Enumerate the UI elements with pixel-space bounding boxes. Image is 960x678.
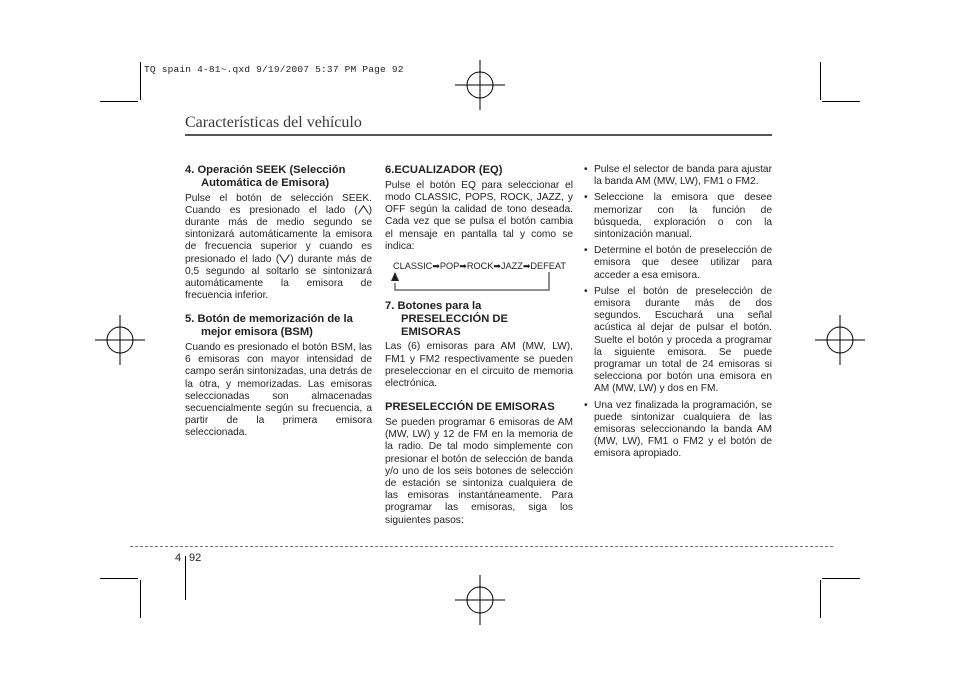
chevron-up-icon [358, 205, 369, 214]
list-item: • Una vez finalizada la programación, se puede sintonizar cualquiera de las emisoras seleccionando la banda AM (MW, LW), FM1 o FM2 y el botón de emisora apropiado. [584, 400, 772, 461]
registration-mark-bottom [455, 575, 505, 625]
eq-mode-rock: ROCK [466, 261, 494, 272]
registration-mark-left [95, 315, 145, 365]
section-number: 4 [175, 552, 182, 564]
list-item: • Seleccione la emisora que desee memorizar con la función de búsqueda, exploración o con la sintonización manual. [584, 192, 772, 241]
list-item: • Pulse el botón de preselección de emisora durante más de dos segundos. Escuchará una señal acústica al dejar de pulsar el botón. Suelte el botón y proceda a programar la siguiente emisora. Se puede programar un total de 24 emisoras si selecciona por botón una emisora en AM (MW, LW) y dos en FM. [584, 286, 772, 396]
column-2 [385, 164, 573, 527]
bsm-heading-line2: mejor emisora (BSM) [201, 326, 313, 339]
eq-mode-diagram [385, 260, 573, 292]
arrow-right-icon: ➡ [459, 261, 467, 272]
arrow-right-icon: ➡ [432, 261, 440, 272]
page-header-title: Características del vehículo [185, 114, 362, 131]
registration-mark-top [455, 60, 505, 110]
preset-buttons-heading [385, 300, 573, 338]
eq-mode-jazz: JAZZ [500, 261, 523, 272]
list-item: • Pulse el selector de banda para ajustar la banda AM (MW, LW), FM1 o FM2. [584, 164, 772, 188]
preselection-paragraph: Se pueden programar 6 emisoras de AM (MW, LW) y 12 de FM en la memoria de la radio. De tal modo simplemente con presionar el botón de selección de banda y/o uno de los seis botones de selección de estación se sintoniza cualquiera de las emisoras instantáneamente. Para programar las emisoras, siga los siguientes pasos: [385, 417, 573, 526]
eq-mode-defeat: DEFEAT [530, 261, 566, 272]
header-rule [185, 134, 772, 136]
seek-heading-line1: 4. Operación SEEK (Selección [185, 164, 346, 176]
eq-mode-sequence [393, 260, 566, 272]
seek-paragraph [185, 193, 372, 303]
arrow-right-icon: ➡ [522, 261, 531, 272]
seek-text-1: Pulse el botón de selección SEEK. Cuando es presionado el lado ( [185, 192, 372, 216]
registration-mark-right [815, 315, 865, 365]
arrow-right-icon: ➡ [493, 261, 501, 272]
list-item: • Determine el botón de preselección de emisora que desee utilizar para acceder a esa emisora. [584, 245, 772, 282]
eq-mode-pop: POP [439, 261, 460, 272]
page-number: 92 [189, 552, 202, 564]
preset-heading-line1: 7. Botones para la [385, 300, 482, 313]
column-1 [185, 164, 372, 440]
print-slug: TQ spain 4-81~.qxd 9/19/2007 5:37 PM Page 92 [144, 64, 404, 75]
preset-heading-line3: EMISORAS [401, 325, 461, 338]
eq-mode-classic: CLASSIC [393, 261, 433, 272]
preset-heading-line2: PRESELECCIÓN DE [401, 312, 508, 325]
seek-text-3: ) durante más de 0,5 segundo al soltarlo se sintonizará automáticamente la emisora de frecuencia inferior. [185, 253, 372, 302]
bsm-heading [185, 313, 372, 339]
column-3 [584, 164, 772, 465]
bsm-paragraph: Cuando es presionado el botón BSM, las 6 emisoras con mayor intensidad de campo serán sintonizadas, una detrás de la otra, y memorizadas. Las emisoras seleccionadas son almacenadas secuencialmente según su frecuencia, a partir de la primera emisora seleccionada. [185, 342, 372, 439]
eq-paragraph: Pulse el botón EQ para seleccionar el modo CLASSIC, POPS, ROCK, JAZZ, y OFF según la calidad de tono deseada. Cada vez que se pulsa el botón cambia el mensaje en pantalla tal y como se indica: [385, 179, 573, 252]
footer-rule [130, 546, 833, 547]
chevron-down-icon [279, 254, 290, 263]
preselection-heading: PRESELECCIÓN DE EMISORAS [385, 401, 555, 414]
preset-paragraph: Las (6) emisoras para AM (MW, LW), FM1 y FM2 respectivamente se pueden preseleccionar en el circuito de memoria electrónica. [385, 341, 573, 390]
eq-heading: 6.ECUALIZADOR (EQ) [385, 164, 503, 176]
bsm-heading-line1: 5. Botón de memorización de la [185, 313, 353, 326]
seek-heading-line2: Automática de Emisora) [201, 176, 330, 189]
seek-heading [185, 164, 372, 190]
seek-text-2: ) durante más de medio segundo se sintonizará automáticamente la emisora de frecuencia superior y cuando es presionado el lado ( [185, 204, 372, 265]
